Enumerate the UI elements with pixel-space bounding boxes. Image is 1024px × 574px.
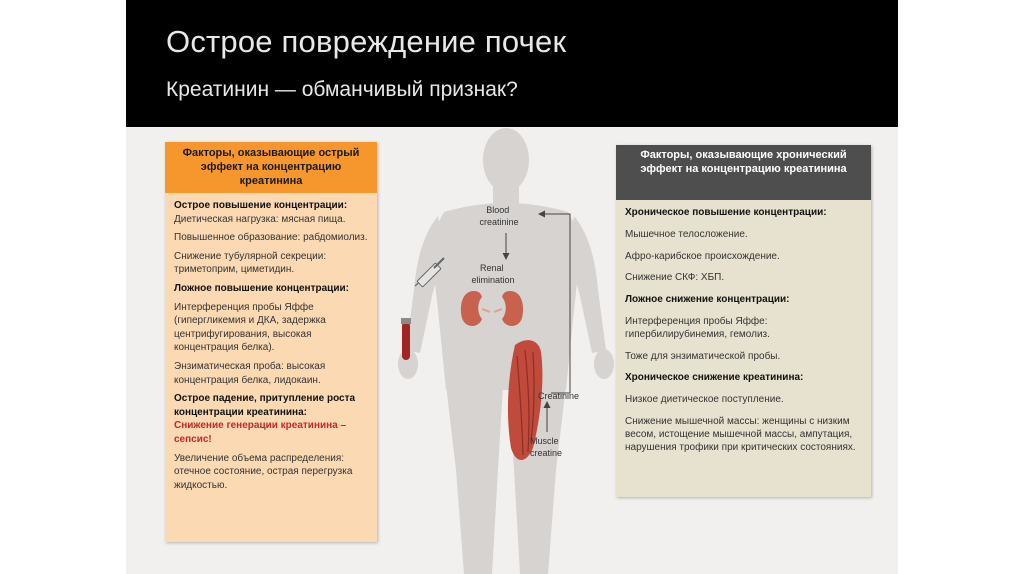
list-item: Увеличение объема распределения: отечное состояние, острая перегрузка жидкостью. [174,452,353,491]
chronic-factors-title: Факторы, оказывающие хронический эффект на концентрацию креатинина [616,145,871,200]
sepsis-highlight: Снижение генерации креатинина – сепсис! [174,420,347,445]
list-item: Афро-карибское происхождение. [625,250,780,262]
list-item: Интерференция пробы Яффе (гипергликемия и ДКА, задержка центрифугирования, высокая концентрация белка). [174,301,326,354]
chronic-factors-list [616,200,871,454]
blood-tube-icon [401,318,411,360]
acute-increase-heading: Острое повышение концентрации: [174,200,348,211]
human-silhouette [398,128,614,574]
false-increase-heading: Ложное повышение концентрации: [174,282,349,294]
list-item: Диетическая нагрузка: мясная пища. [174,213,346,225]
list-item: Низкое диетическое поступление. [625,394,784,406]
blood-creatinine-label: Blood creatinine [479,205,519,227]
slide-subtitle: Креатинин — обманчивый признак? [166,78,518,101]
muscle-creatine-label: Muscle creatine [530,436,563,458]
chronic-decrease-heading: Хроническое снижение креатинина: [625,372,804,384]
slide [126,0,898,574]
acute-factors-list [165,193,377,492]
slide-title: Острое повреждение почек [166,24,567,59]
renal-elimination-label: Renal elimination [471,263,515,285]
false-decrease-heading: Ложное снижение концентрации: [625,294,790,306]
list-item: Тоже для энзиматической пробы. [625,350,781,362]
acute-decrease-heading: Острое падение, притупление роста концентрации креатинина: [174,393,356,418]
chronic-factors-panel [616,145,871,497]
acute-factors-title: Факторы, оказывающие острый эффект на концентрацию креатинина [165,142,377,193]
list-item: Повышенное образование: рабдомиолиз. [174,232,368,244]
creatinine-label: Creatinine [538,391,580,401]
list-item: Энзиматическая проба: высокая концентрация белка, лидокаин. [174,360,326,386]
list-item: Снижение мышечной массы: женщины с низким весом, истощение мышечной массы, ампутация, нарушения трофики при критических состояниях. [625,415,856,453]
chronic-increase-heading: Хроническое повышение концентрации: [625,207,827,218]
list-item: Мышечное телосложение. [625,228,748,240]
list-item: Интерференция пробы Яффе: гипербилирубинемия, гемолиз. [625,315,770,340]
acute-factors-panel [165,142,377,542]
list-item: Снижение тубулярной секреции: триметоприм, циметидин. [174,250,327,276]
list-item: Снижение СКФ: ХБП. [625,272,725,284]
